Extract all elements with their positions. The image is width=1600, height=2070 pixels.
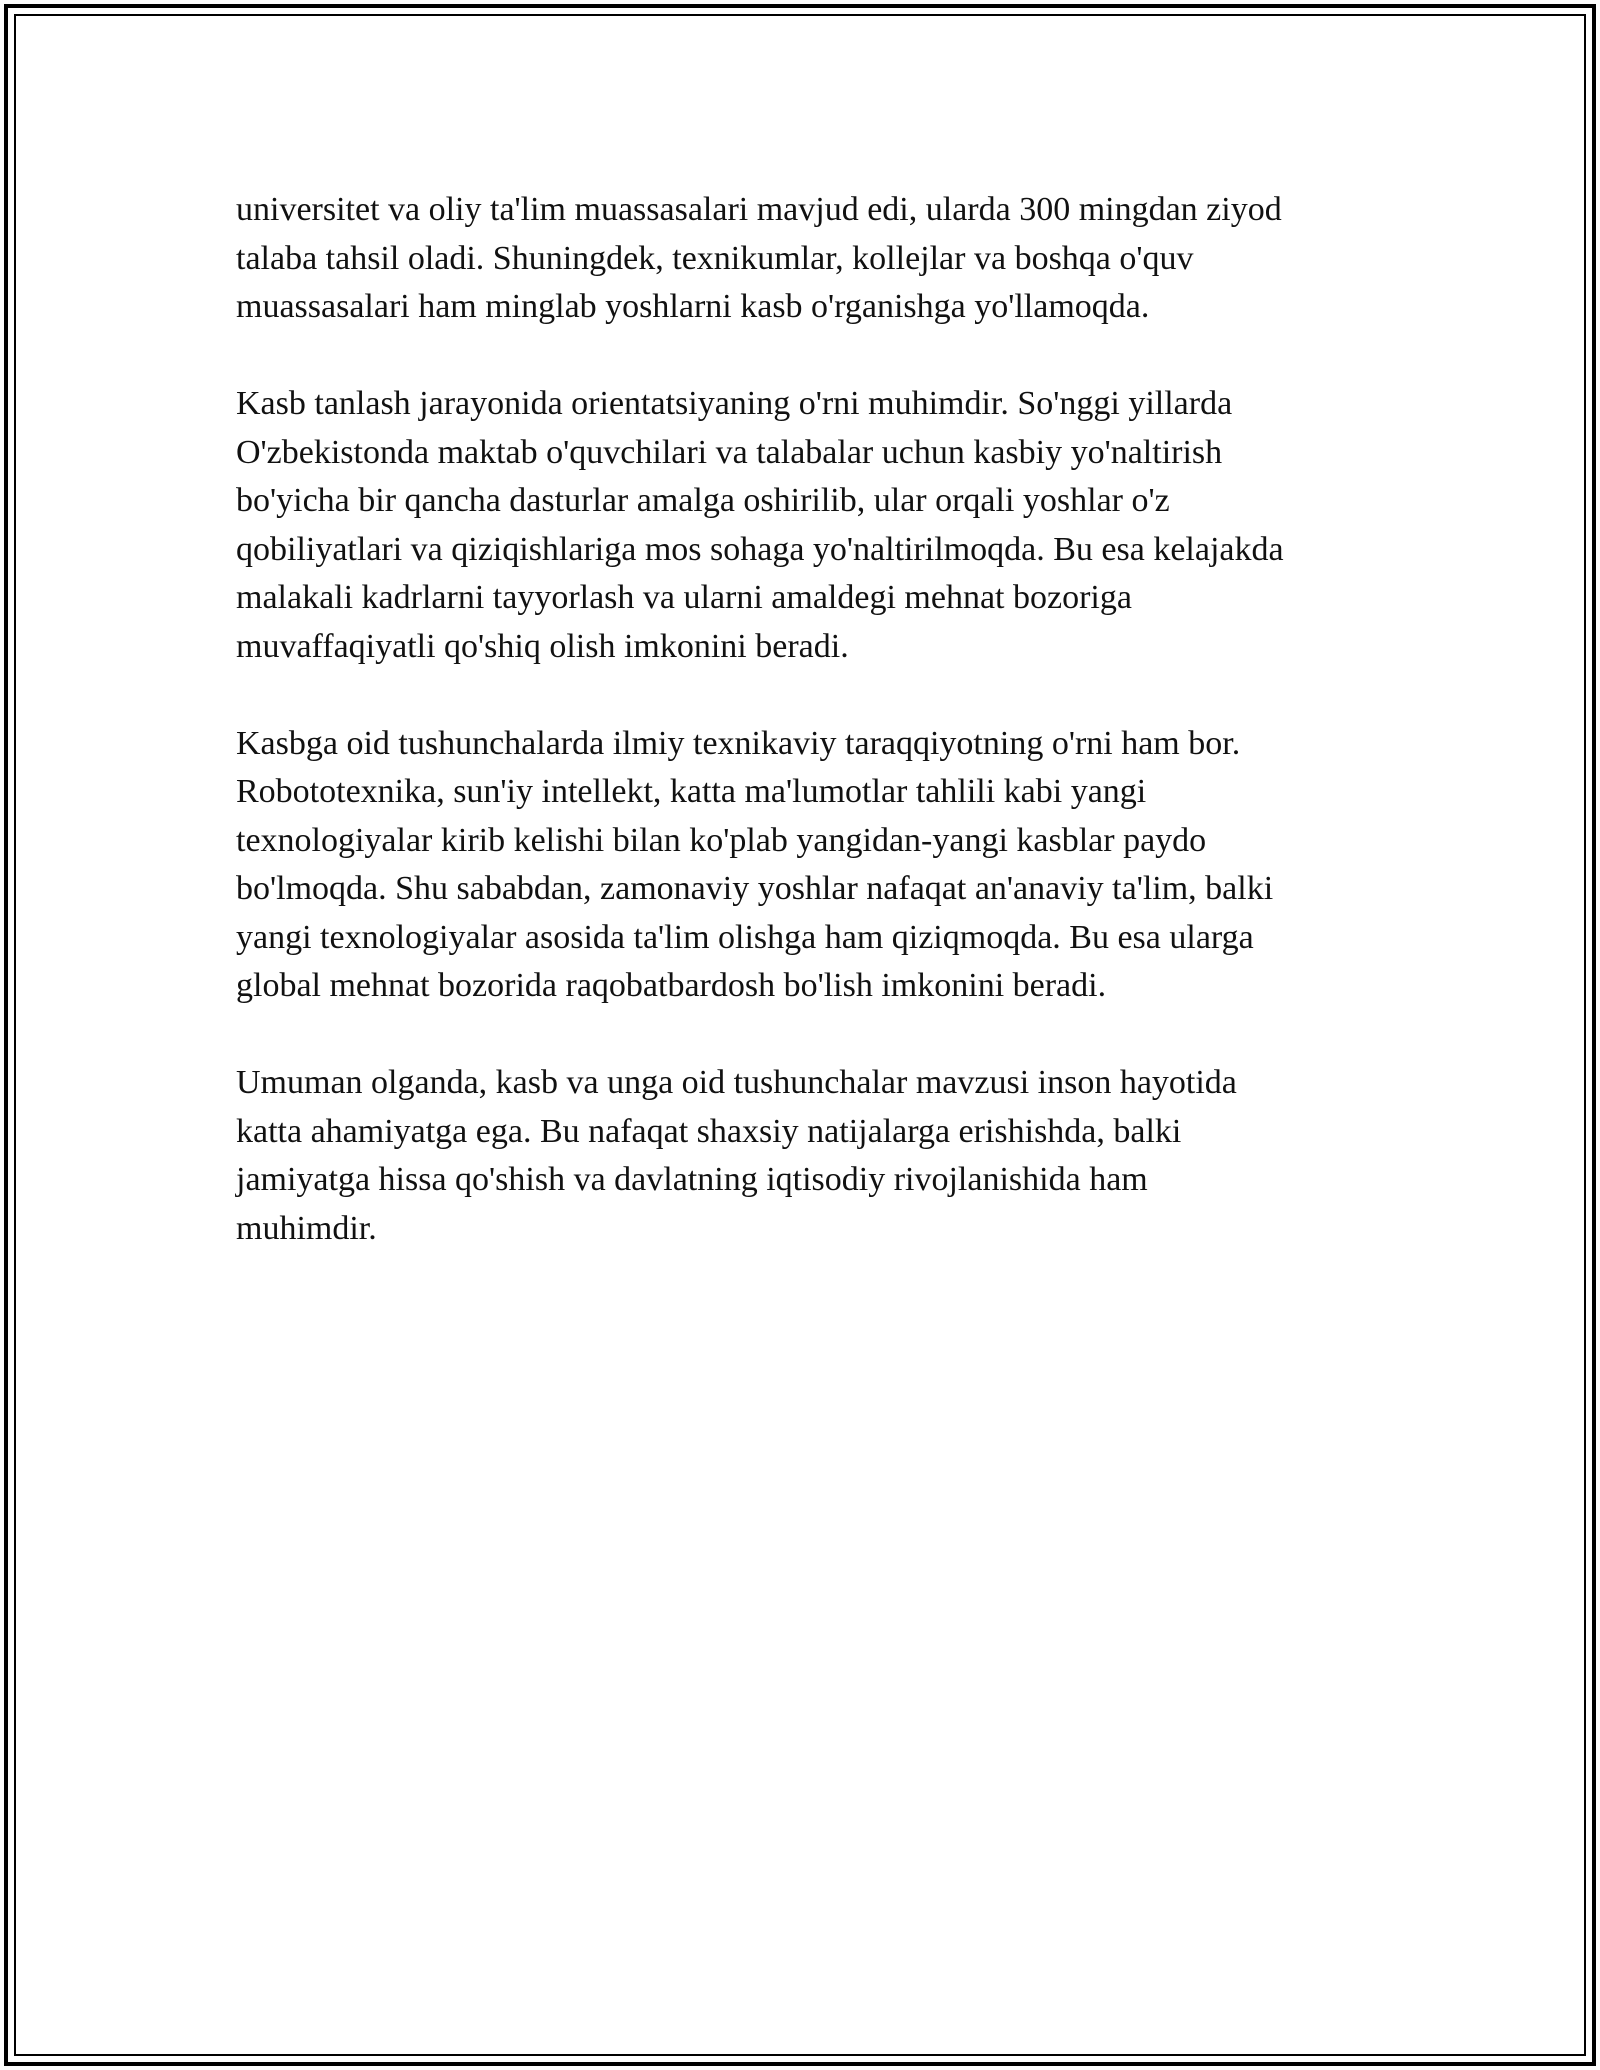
- document-body: [236, 186, 1386, 1302]
- text-line: Kasbga oid tushunchalarda ilmiy texnikaviy taraqqiyotning o'rni ham bor.: [236, 724, 1241, 762]
- text-line: global mehnat bozorida raqobatbardosh bo'lish imkonini beradi.: [236, 967, 1107, 1004]
- paragraph-1: [236, 186, 1386, 332]
- text-line: muhimdir.: [236, 1209, 377, 1247]
- text-line: muassasalari ham minglab yoshlarni kasb o'rganishga yo'llamoqda.: [236, 288, 1150, 325]
- text-line: bo'lmoqda. Shu sababdan, zamonaviy yoshlar nafaqat an'anaviy ta'lim, balki: [236, 870, 1274, 907]
- text-line: Robototexnika, sun'iy intellekt, katta ma'lumotlar tahlili kabi yangi: [236, 773, 1147, 810]
- text-line: muvaffaqiyatli qo'shiq olish imkonini beradi.: [236, 627, 849, 665]
- text-line: qobiliyatlari va qiziqishlariga mos sohaga yo'naltirilmoqda. Bu esa kelajakda: [236, 530, 1284, 568]
- paragraph-4: [236, 1059, 1386, 1253]
- text-line: malakali kadrlarni tayyorlash va ularni amaldegi mehnat bozoriga: [236, 579, 1132, 616]
- text-line: O'zbekistonda maktab o'quvchilari va talabalar uchun kasbiy yo'naltirish: [236, 433, 1223, 471]
- text-line: bo'yicha bir qancha dasturlar amalga oshirilib, ular orqali yoshlar o'z: [236, 482, 1170, 519]
- text-line: texnologiyalar kirib kelishi bilan ko'plab yangidan-yangi kasblar paydo: [236, 821, 1207, 859]
- paragraph-3: [236, 720, 1386, 1011]
- text-line: yangi texnologiyalar asosida ta'lim olishga ham qiziqmoqda. Bu esa ularga: [236, 918, 1254, 956]
- text-line: talaba tahsil oladi. Shuningdek, texnikumlar, kollejlar va boshqa o'quv: [236, 239, 1194, 277]
- text-line: Umuman olganda, kasb va unga oid tushunchalar mavzusi inson hayotida: [236, 1064, 1237, 1101]
- text-line: Kasb tanlash jarayonida orientatsiyaning o'rni muhimdir. So'nggi yillarda: [236, 385, 1233, 422]
- text-line: jamiyatga hissa qo'shish va davlatning iqtisodiy rivojlanishida ham: [236, 1161, 1148, 1198]
- text-line: katta ahamiyatga ega. Bu nafaqat shaxsiy natijalarga erishishda, balki: [236, 1112, 1182, 1150]
- paragraph-2: [236, 380, 1386, 671]
- text-line: universitet va oliy ta'lim muassasalari mavjud edi, ularda 300 mingdan ziyod: [236, 191, 1282, 228]
